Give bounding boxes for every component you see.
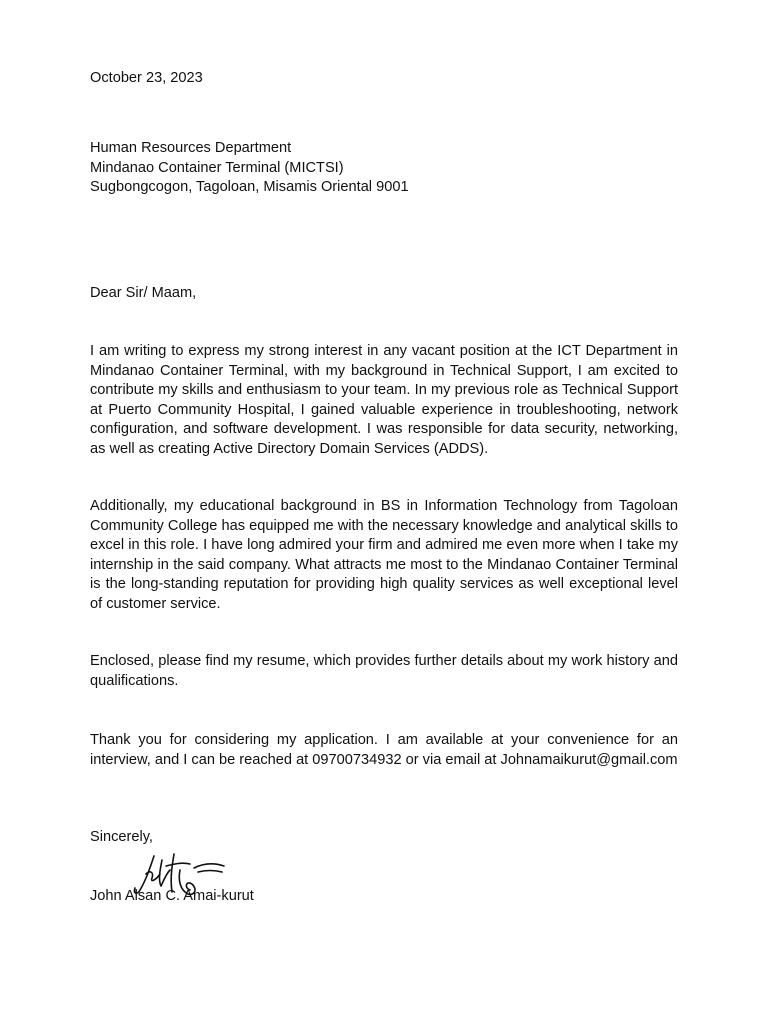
- body-paragraph-1: I am writing to express my strong interest in any vacant position at the ICT Department in Mindanao Container Terminal, with my background in Technical Support, I am excited to contribute my skills and enthusiasm to your team. In my previous role as Technical Support at Puerto Community Hospital, I gained valuable experience in troubleshooting, network configuration, and software development. I was responsible for data security, networking, as well as creating Active Directory Domain Services (ADDS).: [90, 343, 678, 457]
- body-paragraph-4: Thank you for considering my application. I am available at your convenience for an interview, and I can be reached at 09700734932 or via email at Johnamaikurut@gmail.com: [90, 732, 678, 768]
- handwritten-signature: [128, 850, 232, 902]
- recipient-company: Mindanao Container Terminal (MICTSI): [90, 159, 344, 176]
- signer-name: John Alsan C. Amai-kurut: [90, 888, 254, 904]
- recipient-department: Human Resources Department: [90, 140, 292, 156]
- closing: Sincerely,: [90, 829, 153, 845]
- recipient-address: [90, 139, 678, 198]
- recipient-location: Sugbongcogon, Tagoloan, Misamis Oriental 9001: [90, 179, 409, 195]
- salutation: Dear Sir/ Maam,: [90, 285, 197, 301]
- body-paragraph-3: Enclosed, please find my resume, which provides further details about my work history and qualifications.: [90, 653, 678, 689]
- body-paragraph-2: Additionally, my educational background in BS in Information Technology from Tagoloan Community College has equipped me with the necessary knowledge and analytical skills to excel in this role. I have long admired your firm and admired me even more when I take my internship in the said company. What attracts me most to the Mindanao Container Terminal is the long-standing reputation for providing high quality services as well exceptional level of customer service.: [90, 498, 678, 612]
- letter-date: October 23, 2023: [90, 70, 203, 86]
